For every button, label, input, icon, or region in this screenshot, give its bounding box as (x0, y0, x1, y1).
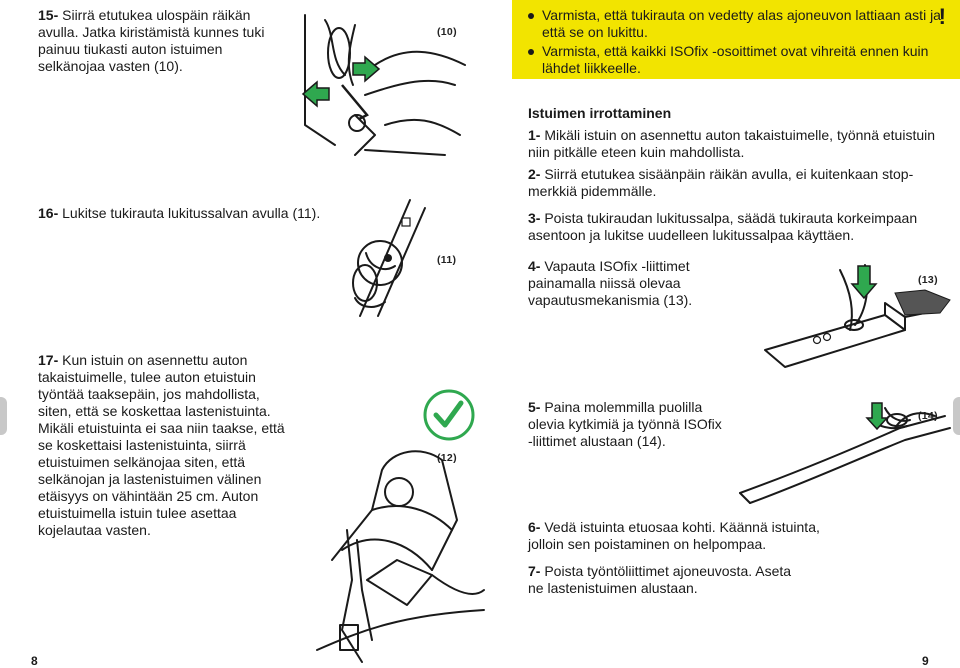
figure-13-label: (13) (918, 274, 938, 286)
step-17-number: 17- (38, 352, 59, 368)
step-5-text: Paina molemmilla puolilla olevia kytkimiä ja työnnä ISOfix -liittimet alustaan (14). (528, 399, 722, 449)
step-2-number: 2- (528, 166, 541, 182)
step-6 (528, 519, 828, 553)
step-17 (38, 352, 288, 539)
figure-12-label: (12) (437, 452, 457, 464)
step-16-number: 16- (38, 205, 59, 221)
step-15 (38, 7, 283, 75)
step-4 (528, 258, 728, 309)
section-heading: Istuimen irrottaminen (528, 105, 672, 121)
page-number-left: 8 (31, 654, 38, 668)
step-3 (528, 210, 938, 244)
step-3-number: 3- (528, 210, 541, 226)
step-1 (528, 127, 938, 161)
step-6-text: Vedä istuinta etuosaa kohti. Käännä istuinta, jolloin sen poistaminen on helpompaa. (528, 519, 820, 552)
step-17-text: Kun istuin on asennettu auton takaistuimelle, tulee auton etuistuin työntää taaksepäin, jos mahdollista, siten, että se koskettaa lastenistuinta. Mikäli etuistuinta ei saa niin taakse, että se koskettaisi lastenistuinta, siirrä etuistuimen selkänojaa siten, että selkänojan ja lastenistuimen välinen etäisyys on vähintään 25 cm. Auton etuistuimella istuin tulee asettaa kojelautaa vasten. (38, 352, 285, 538)
page-number-right: 9 (922, 654, 929, 668)
arrow-icon (851, 264, 877, 300)
step-5-number: 5- (528, 399, 541, 415)
step-4-text: Vapauta ISOfix -liittimet painamalla niissä olevaa vapautusmekanismia (13). (528, 258, 693, 308)
step-2-text: Siirrä etutukea sisäänpäin räikän avulla, ei kuitenkaan stop-merkkiä pidemmälle. (528, 166, 914, 199)
step-1-text: Mikäli istuin on asennettu auton takaistuimelle, työnnä etuistuin niin pitkälle eteen kuin mahdollista. (528, 127, 936, 160)
step-7-number: 7- (528, 563, 541, 579)
warning-mark: ! (938, 4, 946, 29)
figure-11-label: (11) (437, 254, 457, 266)
step-4-number: 4- (528, 258, 541, 274)
step-16 (38, 205, 328, 222)
checkmark-icon (423, 389, 475, 441)
step-7 (528, 563, 798, 597)
warning-box (512, 0, 960, 79)
step-3-text: Poista tukiraudan lukitussalpa, säädä tukirauta korkeimpaan asentoon ja lukitse uudelleen lukitussalpaa käyttäen. (528, 210, 918, 243)
step-15-number: 15- (38, 7, 59, 23)
figure-11-illustration (340, 198, 450, 318)
step-5 (528, 399, 728, 450)
arrow-icon (866, 401, 888, 431)
arrow-icon (351, 55, 381, 83)
step-6-number: 6- (528, 519, 541, 535)
step-16-text: Lukitse tukirauta lukitussalvan avulla (11). (62, 205, 321, 221)
step-15-text: Siirrä etutukea ulospäin räikän avulla. Jatka kiristämistä kunnes tuki painuu tiukasti auton istuimen selkänojaa vasten (10). (38, 7, 265, 74)
left-side-tab (0, 397, 7, 435)
figure-14-label: (14) (918, 410, 938, 422)
step-7-text: Poista työntöliittimet ajoneuvosta. Aseta ne lastenistuimen alustaan. (528, 563, 792, 596)
warning-list (512, 0, 960, 77)
step-1-number: 1- (528, 127, 541, 143)
step-2 (528, 166, 928, 200)
figure-10-label: (10) (437, 26, 457, 38)
warning-item: Varmista, että kaikki ISOfix -osoittimet ovat vihreitä ennen kuin lähdet liikkeelle. (542, 43, 960, 77)
warning-item: Varmista, että tukirauta on vedetty alas ajoneuvon lattiaan asti ja että se on lukittu. (542, 7, 960, 41)
arrow-icon (301, 80, 331, 108)
figure-12-illustration (312, 430, 487, 665)
figure-14-illustration (735, 398, 955, 508)
